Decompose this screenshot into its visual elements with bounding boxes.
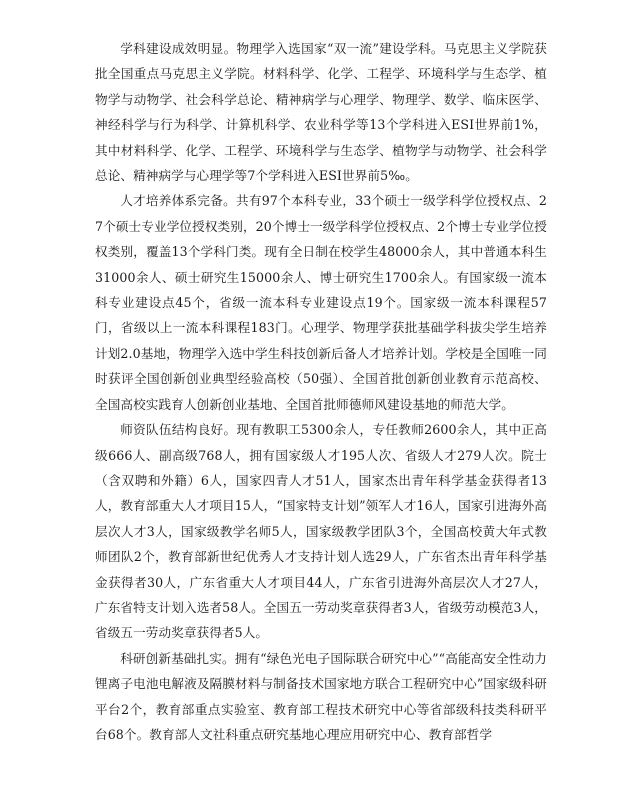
- paragraph-talent-cultivation: 人才培养体系完备。共有97个本科专业，33个硕士一级学科学位授权点、27个硕士专业学位授权类别，20个博士一级学科学位授权点、2个博士专业学位授权类别，覆盖13个学科门类。现有全日制在校学生48000余人，其中普通本科生31000余人、硕士研究生15000余人、博士研究生1700余人。有国家级一流本科专业建设点45个，省级一流本科专业建设点19个。国家级一流本科课程57门，省级以上一流本科课程183门。心理学、物理学获批基础学科拔尖学生培养计划2.0基地，物理学入选中学生科技创新后备人才培养计划。学校是全国唯一同时获评全国创新创业典型经验高校（50强）、全国首批创新创业教育示范高校、全国高校实践育人创新创业基地、全国首批师德师风建设基地的师范大学。: [95, 193, 547, 412]
- paragraph-faculty-structure: 师资队伍结构良好。现有教职工5300余人，专任教师2600余人，其中正高级666人、副高级768人，拥有国家级人才195人次、省级人才279人次。院士（含双聘和外籍）6人，国家四青人才51人，国家杰出青年科学基金获得者13人，教育部重大人才项目15人，“国家特支计划”领军人才16人，国家引进海外高层次人才3人，国家级教学名师5人，国家级教学团队3个，全国高校黄大年式教师团队2个，教育部新世纪优秀人才支持计划人选29人，广东省杰出青年科学基金获得者30人，广东省重大人才项目44人，广东省引进海外高层次人才27人，广东省特支计划入选者58人。全国五一劳动奖章获得者3人，省级劳动模范3人，省级五一劳动奖章获得者5人。: [95, 422, 547, 641]
- paragraph-research-innovation: 科研创新基础扎实。拥有“绿色光电子国际联合研究中心”“高能高安全性动力锂离子电池电解液及隔膜材料与制备技术国家地方联合工程研究中心”国家级科研平台2个，教育部重点实验室、教育部工程技术研究中心等省部级科技类科研平台68个。教育部人文社科重点研究基地心理应用研究中心、教育部哲学: [95, 650, 547, 742]
- document-body: [95, 36, 547, 747]
- paragraph-discipline-construction: 学科建设成效明显。物理学入选国家“双一流”建设学科。马克思主义学院获批全国重点马克思主义学院。材料科学、化学、工程学、环境科学与生态学、植物学与动物学、社会科学总论、精神病学与心理学、物理学、数学、临床医学、神经科学与行为科学、计算机科学、农业科学等13个学科进入ESI世界前1%，其中材料科学、化学、工程学、环境科学与生态学、植物学与动物学、社会科学总论、精神病学与心理学等7个学科进入ESI世界前5‰。: [95, 41, 547, 184]
